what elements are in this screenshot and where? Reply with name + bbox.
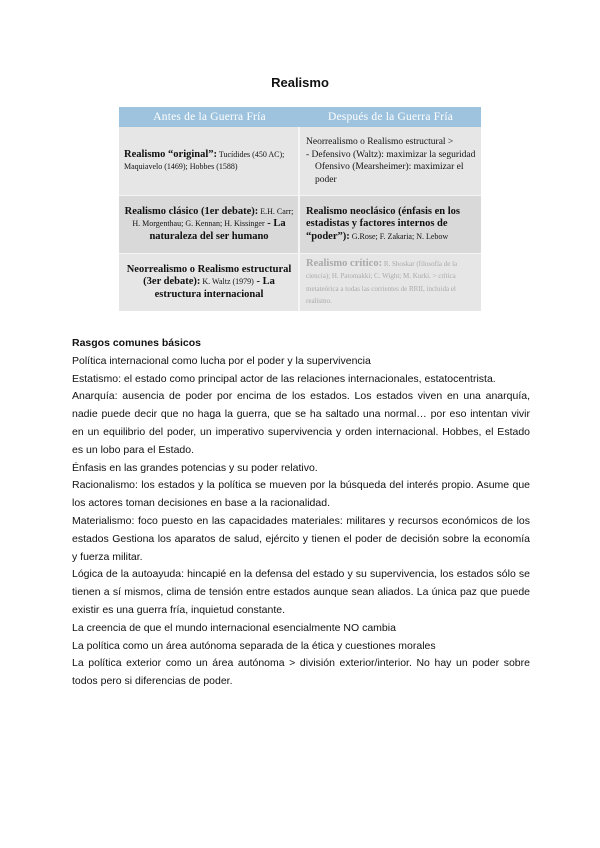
cell-bold-text: - La naturaleza del ser humano bbox=[149, 218, 286, 242]
table-row bbox=[119, 127, 481, 195]
paragraph: Estatismo: el estado como principal actor de las relaciones internacionales, estatocentrista. bbox=[72, 372, 496, 385]
cell-authors: G.Rose; F. Zakaria; N. Lebow bbox=[349, 231, 449, 241]
table-row bbox=[119, 195, 481, 253]
table-header-row bbox=[119, 107, 481, 127]
page-title: Realismo bbox=[271, 75, 329, 90]
cell-bold-text: Realismo neoclásico (énfasis en los estadistas y factores internos de “poder”): bbox=[306, 205, 460, 242]
paragraph: Lógica de la autoayuda: hincapié en la defensa del estado y su supervivencia, los estados sólo se tienen a sí mismos, clima de tensión entre estados aunque sean aliados. La única paz que puede existir es una guerra fría, inquietud constante. bbox=[72, 568, 530, 616]
cell-bold-text: Realismo crítico: bbox=[306, 257, 383, 269]
table-cell-left bbox=[119, 127, 300, 195]
table-cell-right bbox=[300, 127, 481, 195]
table-row bbox=[119, 253, 481, 311]
paragraph: La política como un área autónoma separada de la ética y cuestiones morales bbox=[72, 639, 436, 652]
paragraph: Énfasis en las grandes potencias y su poder relativo. bbox=[72, 461, 318, 474]
paragraph: Política internacional como lucha por el poder y la supervivencia bbox=[72, 354, 371, 367]
realism-comparison-table bbox=[119, 107, 481, 310]
paragraph: La política exterior como un área autónoma > división exterior/interior. No hay un poder sobre todos pero si diferencias de poder. bbox=[72, 657, 530, 688]
paragraph: Anarquía: ausencia de poder por encima de los estados. Los estados viven en una anarquía, nadie puede decir que no haga la guerra, que se ha saltado una normal… por eso intentan vivir en un equilibrio del poder, un imperativo supervivencia y orden internacional. Hobbes, el Estado es un lobo para el Estado. bbox=[72, 390, 530, 456]
cell-authors: K. Waltz (1979) bbox=[200, 277, 254, 287]
header-after-cold-war: Después de la Guerra Fría bbox=[327, 111, 454, 123]
table-cell-right bbox=[300, 196, 481, 253]
table-cell-right bbox=[300, 254, 481, 311]
section-heading: Rasgos comunes básicos bbox=[72, 337, 201, 349]
paragraph: La creencia de que el mundo internacional esencialmente NO cambia bbox=[72, 621, 396, 634]
cell-line: Neorrealismo o Realismo estructural > bbox=[306, 137, 454, 147]
cell-line: Ofensivo (Mearsheimer): maximizar el poder bbox=[315, 162, 464, 185]
paragraph: Materialismo: foco puesto en las capacidades materiales: militares y recursos económicos de los estados Gestiona los aparatos de salud, ejército y tienen el poder de decisión sobre la economía y fuerza militar. bbox=[72, 514, 530, 563]
cell-bold-text: Neorrealismo o Realismo estructural (3er debate): bbox=[126, 263, 292, 288]
document-body bbox=[72, 335, 530, 691]
cell-authors: R. Shoskar (filosofía de la ciencia); H. Patomakki; C. Wight; M. Kurki. > crítica metateórica a todas las corrientes de RRII, incluida el realismo. bbox=[306, 259, 458, 305]
header-before-cold-war: Antes de la Guerra Fría bbox=[153, 111, 266, 123]
cell-bold-text: Realismo “original”: bbox=[124, 148, 218, 160]
paragraph: Racionalismo: los estados y la política se mueven por la búsqueda del interés propio. Asume que los actores toman decisiones en base a la racionalidad. bbox=[72, 479, 530, 510]
cell-authors: Tucídides (450 AC); Maquiavelo (1469); Hobbes (1588) bbox=[124, 149, 285, 171]
cell-authors: E.H. Carr; H. Morgenthau; G. Kennan; H. Kissinger bbox=[132, 206, 294, 229]
cell-bold-text: - La estructura internacional bbox=[154, 276, 275, 300]
cell-line: - Defensivo (Waltz): maximizar la seguridad bbox=[306, 149, 476, 160]
cell-bold-text: Realismo clásico (1er debate): bbox=[124, 205, 259, 217]
table-cell-left bbox=[119, 196, 300, 253]
table-cell-left bbox=[119, 254, 300, 311]
